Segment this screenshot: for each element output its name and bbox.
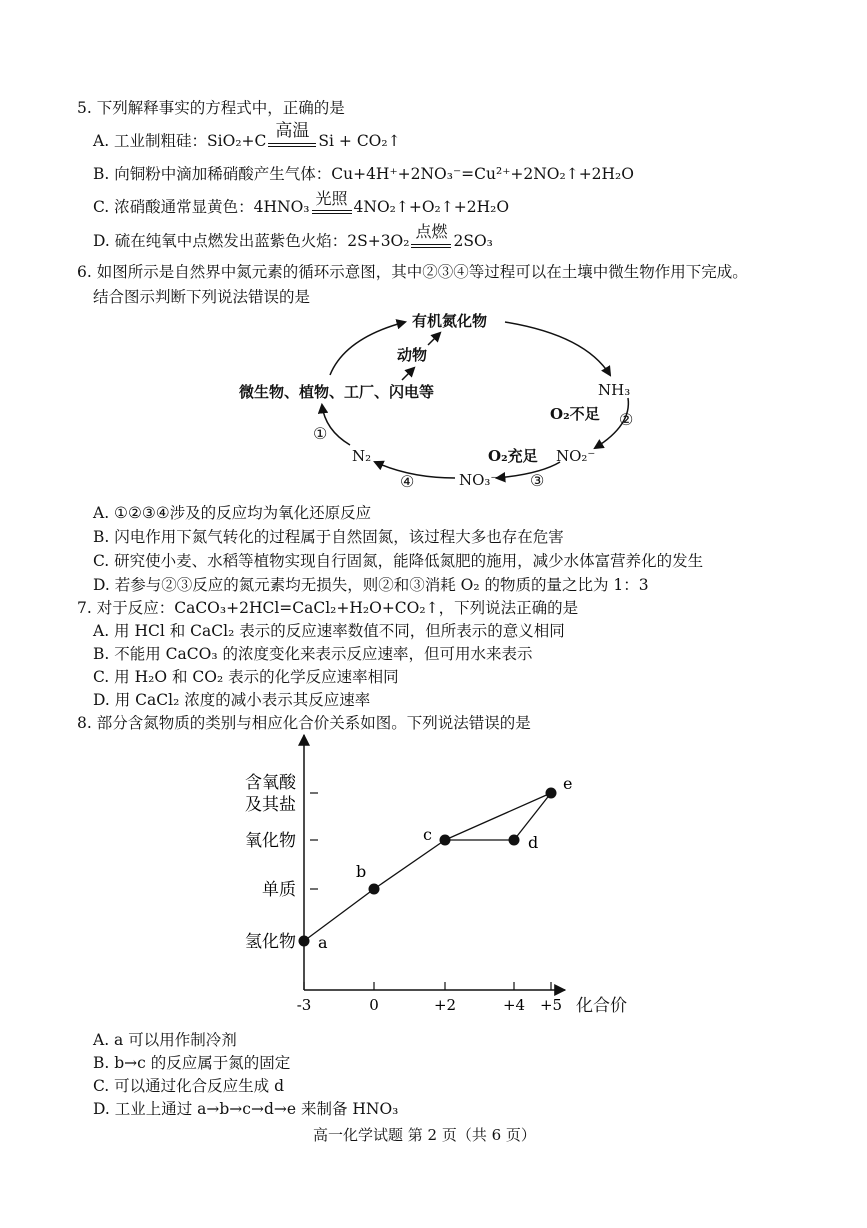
point-a bbox=[299, 936, 310, 947]
point-e bbox=[546, 788, 557, 799]
connection-b-c bbox=[374, 840, 445, 889]
label-n2: N₂ bbox=[352, 447, 372, 465]
label-organic-nitrogen: 有机氮化物 bbox=[412, 312, 488, 330]
q5-option-b: B. 向铜粉中滴加稀硝酸产生气体：Cu+4H⁺+2NO₃⁻=Cu²⁺+2NO₂↑+2H₂O bbox=[93, 165, 634, 183]
x-axis-label: 化合价 bbox=[576, 996, 627, 1016]
y-category-label-2-0: 氧化物 bbox=[245, 831, 296, 851]
y-category-label-3-1: 及其盐 bbox=[245, 795, 296, 815]
q8-option-d: D. 工业上通过 a→b→c→d→e 来制备 HNO₃ bbox=[93, 1100, 399, 1118]
point-b bbox=[369, 884, 380, 895]
label-sources: 微生物、植物、工厂、闪电等 bbox=[239, 383, 435, 401]
q7-option-b: B. 不能用 CaCO₃ 的浓度变化来表示反应速率，但可用水来表示 bbox=[93, 645, 533, 663]
point-label-a: a bbox=[318, 933, 328, 952]
q5-a-post: Si + CO₂↑ bbox=[318, 132, 401, 150]
q7-option-d: D. 用 CaCl₂ 浓度的减小表示其反应速率 bbox=[93, 691, 371, 709]
point-d bbox=[509, 835, 520, 846]
point-label-c: c bbox=[423, 825, 432, 844]
q5-d-cond-text: 点燃 bbox=[415, 222, 448, 241]
circle-4: ④ bbox=[400, 472, 415, 491]
point-c bbox=[440, 835, 451, 846]
label-nh3: NH₃ bbox=[598, 381, 631, 399]
label-no2-minus: NO₂⁻ bbox=[556, 447, 596, 465]
point-label-d: d bbox=[528, 833, 539, 852]
q7-option-c: C. 用 H₂O 和 CO₂ 表示的化学反应速率相同 bbox=[93, 668, 399, 686]
q5-c-pre: C. 浓硝酸通常显黄色：4HNO₃ bbox=[93, 198, 310, 216]
q5-a-pre: A. 工业制粗硅：SiO₂+C bbox=[93, 132, 267, 150]
point-label-b: b bbox=[356, 862, 367, 881]
q6-option-b: B. 闪电作用下氮气转化的过程属于自然固氮，该过程大多也存在危害 bbox=[93, 528, 564, 546]
q5-c-post: 4NO₂↑+O₂↑+2H₂O bbox=[353, 198, 510, 216]
q5-a-cond-text: 高温 bbox=[275, 121, 310, 141]
point-label-e: e bbox=[563, 774, 573, 793]
y-category-label-0-0: 氢化物 bbox=[245, 932, 296, 952]
circle-3: ③ bbox=[530, 471, 545, 490]
q6-option-d: D. 若参与②③反应的氮元素均无损失，则②和③消耗 O₂ 的物质的量之比为 1：3 bbox=[93, 576, 649, 594]
q5-d-post: 2SO₃ bbox=[453, 232, 493, 250]
q7-stem: 7. 对于反应：CaCO₃+2HCl=CaCl₂+H₂O+CO₂↑，下列说法正确的是 bbox=[77, 599, 579, 617]
q7-option-a: A. 用 HCl 和 CaCl₂ 表示的反应速率数值不同，但所表示的意义相同 bbox=[93, 622, 565, 640]
q8-stem: 8. 部分含氮物质的类别与相应化合价关系如图。下列说法错误的是 bbox=[77, 714, 531, 732]
connection-a-b bbox=[304, 889, 374, 941]
circle-2: ② bbox=[619, 410, 634, 429]
q5-stem: 5. 下列解释事实的方程式中，正确的是 bbox=[77, 99, 345, 117]
x-tick-label-0: -3 bbox=[296, 996, 312, 1014]
label-o2-insufficient: O₂不足 bbox=[550, 405, 600, 423]
label-o2-sufficient: O₂充足 bbox=[488, 447, 538, 465]
q6-option-a: A. ①②③④涉及的反应均为氧化还原反应 bbox=[93, 504, 372, 522]
q5-c-cond-text: 光照 bbox=[315, 189, 348, 208]
q5-d-pre: D. 硫在纯氧中点燃发出蓝紫色火焰：2S+3O₂ bbox=[93, 232, 410, 250]
x-tick-label-2: +2 bbox=[433, 996, 457, 1014]
q6-stem-line2: 结合图示判断下列说法错误的是 bbox=[93, 288, 311, 306]
q8-option-a: A. a 可以用作制冷剂 bbox=[93, 1031, 237, 1049]
page-footer: 高一化学试题 第 2 页（共 6 页） bbox=[313, 1126, 536, 1144]
q8-option-b: B. b→c 的反应属于氮的固定 bbox=[93, 1054, 291, 1072]
x-tick-label-1: 0 bbox=[369, 996, 379, 1014]
label-no3-minus: NO₃⁻ bbox=[459, 471, 499, 489]
y-category-label-1-0: 单质 bbox=[262, 880, 296, 900]
label-animal: 动物 bbox=[397, 346, 428, 364]
q6-option-c: C. 研究使小麦、水稻等植物实现自行固氮，能降低氮肥的施用，减少水体富营养化的发生 bbox=[93, 552, 704, 570]
circle-1: ① bbox=[313, 424, 328, 443]
y-category-label-3-0: 含氧酸 bbox=[245, 773, 296, 793]
q6-stem-line1: 6. 如图所示是自然界中氮元素的循环示意图，其中②③④等过程可以在土壤中微生物作用下完成。 bbox=[77, 263, 748, 281]
x-tick-label-4: +5 bbox=[539, 996, 563, 1014]
x-tick-label-3: +4 bbox=[502, 996, 526, 1014]
q8-option-c: C. 可以通过化合反应生成 d bbox=[93, 1077, 285, 1095]
